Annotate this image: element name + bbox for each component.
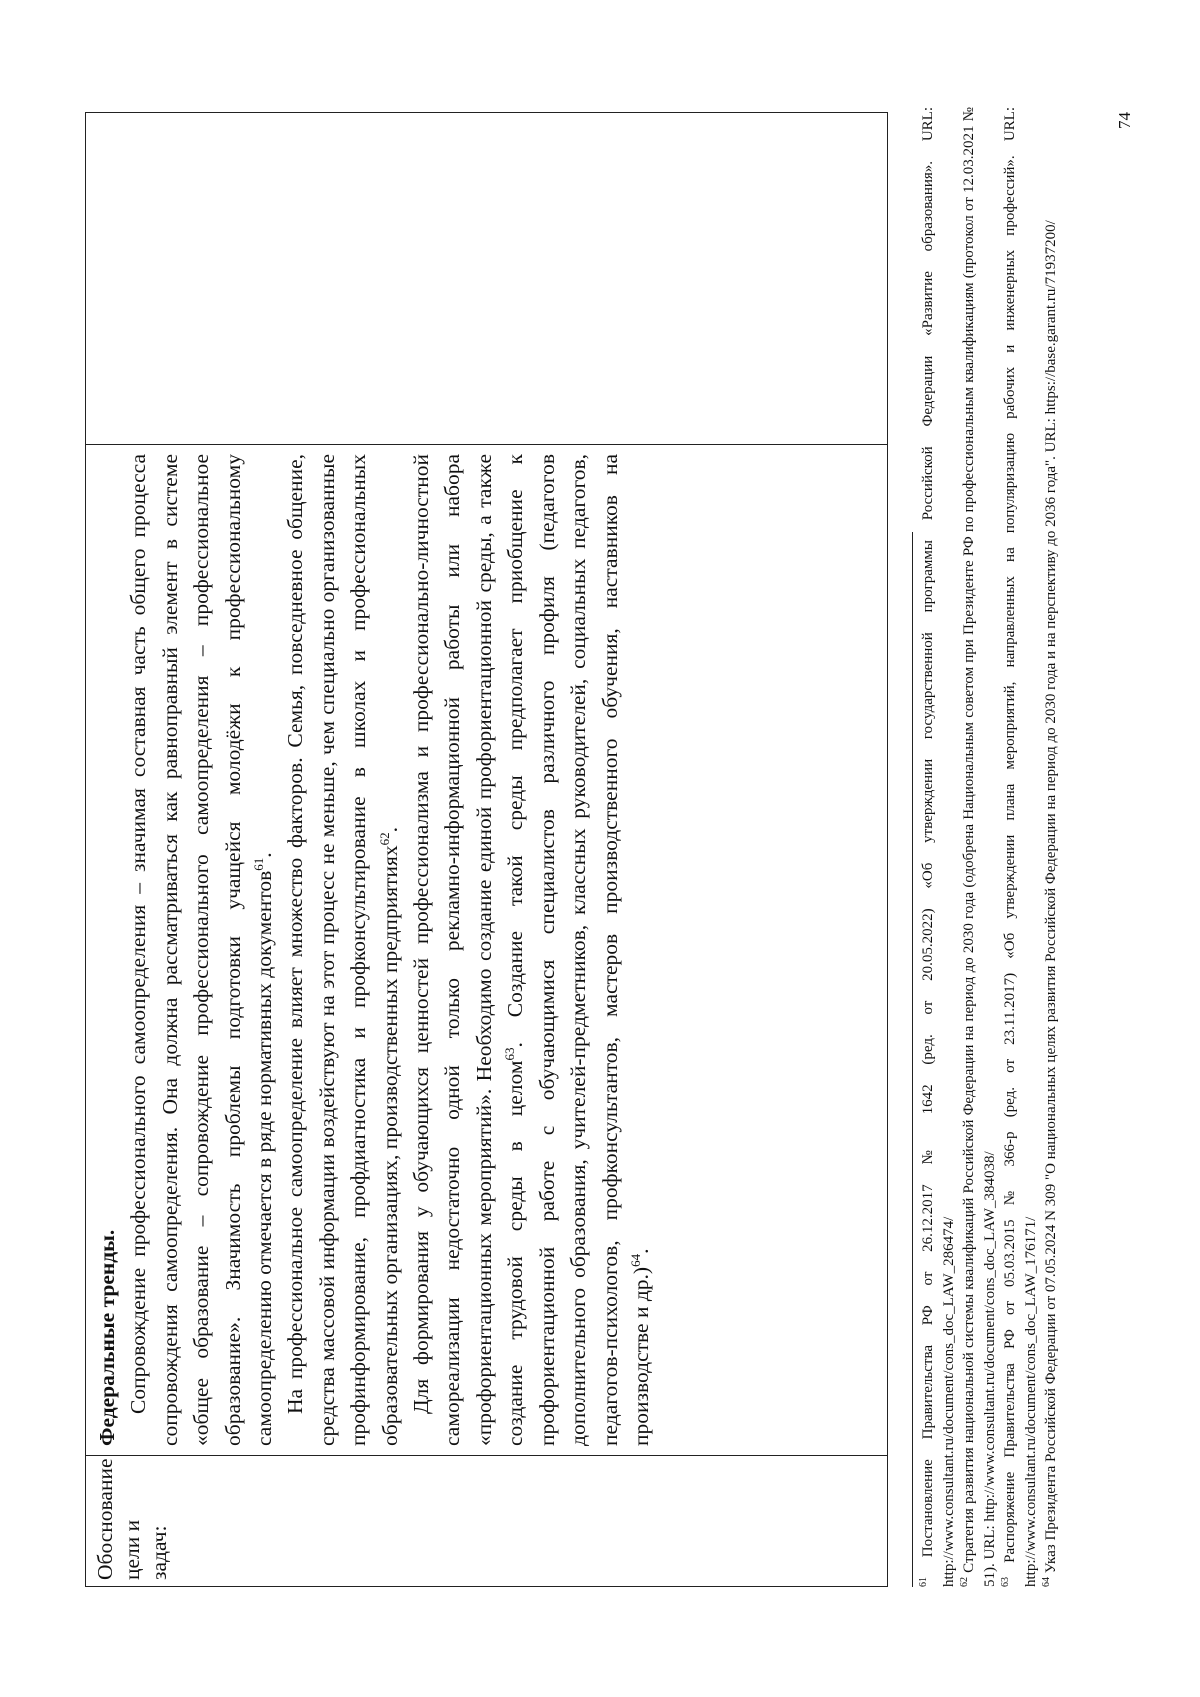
footnote-separator — [912, 532, 913, 1587]
footnote-ref: 63 — [502, 1047, 518, 1061]
footnote: $^{61}$ Постановление Правительства РФ от 26.12.2017 № 1642 (ред. от 20.05.2022) «Об утверждении государственной программы Российской Федерации «Развитие образования». URL: http://www.consultant.ru/document/cons_doc_LAW_286474/ — [918, 106, 957, 1587]
paragraph-2: На профессиональное самоопределение влияет множество факторов. Семья, повседневное общение, средства массовой информации воздействуют на этот процесс не меньше, чем специально организованные профинформирование, профдиагностика и профконсультирование в школах и профессиональных образовательных организациях, производственных предприятиях$^{62}$. — [283, 454, 402, 1446]
paragraph-3: Для формирования у обучающихся ценностей профессионализма и профессионально-личностной самореализации недостаточно одной только рекламно-информационной работы или набора «профориентационных мероприятий». Необходимо создание единой профориентационной среды, а также создание трудовой среды в целом$^{63}$. Создание такой среды предполагает приобщение к профориентационной работе с обучающимися специалистов различного профиля (педагогов дополнительного образования, учителей-предметников, классных руководителей, социальных педагогов, педагогов-психологов, профконсультантов, мастеров производственного обучения, наставников на производстве и др.)$^{64}$. — [409, 454, 653, 1446]
footnotes — [918, 107, 1062, 1587]
empty-cell — [86, 113, 887, 445]
footnote: $^{62}$ Стратегия развития национальной системы квалификаций Российской Федерации на период до 2030 года (одобрена Национальным советом при Президенте РФ по профессиональным квалификациям (протокол от 12.03.2021 № 51). URL: http://www.consultant.ru/document/cons_doc_LAW_384038/ — [959, 107, 998, 1587]
row-label-cell — [86, 1456, 887, 1586]
content-cell — [86, 445, 887, 1456]
footnote-ref: 62 — [376, 832, 392, 846]
page-number: 74 — [1115, 112, 1134, 129]
paragraph-1: Сопровождение профессионального самоопределения – значимая составная часть общего процесса сопровождения самоопределения. Она должна рассматриваться как равноправный элемент в системе «общее образование – сопровождение профессионального самоопределения – профессиональное образование». Значимость проблемы подготовки учащейся молодёжи к профессиональному самоопределению отмечается в ряде нормативных документов$^{61}$. — [126, 454, 277, 1446]
section-heading: Федеральные тренды. — [95, 1229, 119, 1446]
row-label: Обоснование цели и задач: — [93, 1458, 171, 1580]
footnote-ref: 64 — [627, 1253, 643, 1267]
justification-table — [85, 112, 888, 1587]
footnote: $^{63}$ Распоряжение Правительства РФ от 05.03.2015 № 366-р (ред. от 23.11.2017) «Об утверждении плана мероприятий, направленных на популяризацию рабочих и инженерных профессий». URL: http://www.consultant.ru/document/cons_doc_LAW_176171/ — [1000, 107, 1039, 1587]
footnote: $^{64}$ Указ Президента Российской Федерации от 07.05.2024 N 309 "О национальных целях развития Российской Федерации на период до 2030 года и на перспективу до 2036 года". URL: https://base.garant.ru/71937200/ — [1041, 220, 1059, 1587]
footnote-ref: 61 — [250, 857, 266, 871]
